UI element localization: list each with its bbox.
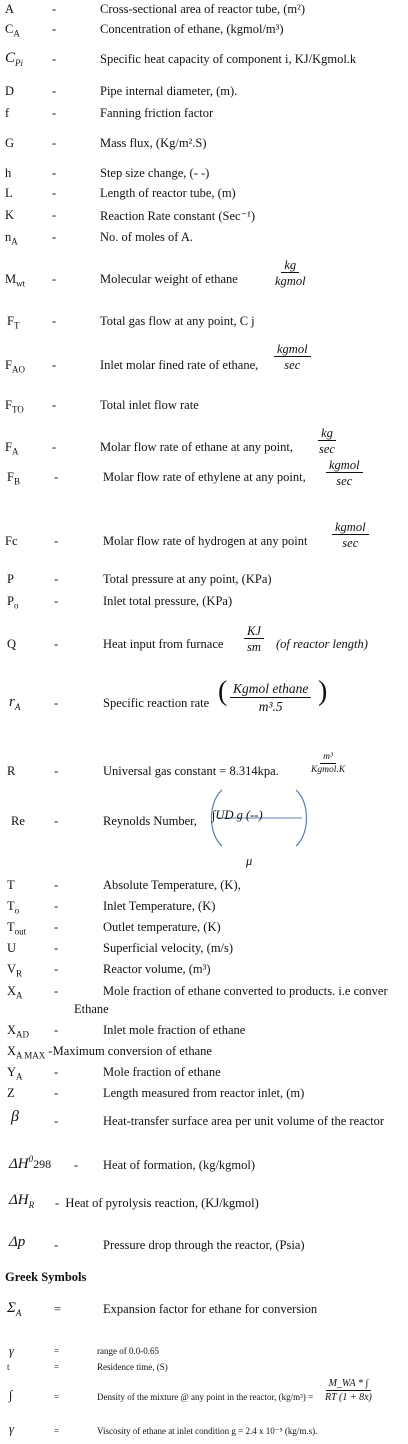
fraction-fc: $\frac{\text{kgmol}}{\sec}$ [328, 520, 369, 552]
desc-sigmaA: Expansion factor for ethane for conversion [103, 1302, 318, 1316]
desc-FTO: Total inlet flow rate [100, 398, 199, 412]
row-dash: - [54, 1114, 59, 1128]
symbol-R: R [7, 764, 16, 778]
symbol-Mwt: $M_{wt}$ [5, 272, 26, 289]
row-dash: - [54, 1065, 59, 1079]
greek-symbols-heading: Greek Symbols [5, 1270, 87, 1284]
desc-VR: Reactor volume, (m³) [103, 962, 211, 976]
symbol-D: D [5, 84, 15, 98]
desc-FAO: Inlet molar fined rate of ethane, [100, 358, 259, 372]
row-dash: - [52, 208, 57, 222]
row-dash: - [54, 1086, 59, 1100]
paren-right: ) [318, 676, 328, 707]
row-dash: - [54, 941, 59, 955]
row-dash: - [52, 186, 57, 200]
symbol-h: h [5, 166, 12, 180]
symbol-gamma: γ [9, 1344, 14, 1358]
symbol-K: K [5, 208, 15, 222]
fraction-q: $\frac{KJ}{sm}$ [240, 624, 264, 656]
symbol-FT: $F_T$ [7, 314, 20, 331]
desc-Mwt: Molecular weight of ethane [100, 272, 238, 286]
desc-D: Pipe internal diameter, (m). [100, 84, 238, 98]
desc-gamma-range: range of 0.0-0.65 [97, 1346, 159, 1356]
desc-XAD: Inlet mole fraction of ethane [103, 1023, 246, 1037]
fraction-ra: $\frac{\text{Kgmol ethane}}{\text{m³.5}}$ [226, 681, 311, 715]
paren-left: ( [218, 676, 228, 707]
desc-deltaH298: Heat of formation, (kg/kgmol) [103, 1158, 256, 1172]
symbol-Fc: Fc [5, 534, 18, 548]
desc-Re: Reynolds Number, [103, 814, 197, 828]
symbol-Q: Q [7, 637, 17, 651]
desc-beta: Heat-transfer surface area per unit volume of the reactor [103, 1114, 385, 1128]
symbol-beta: β [11, 1108, 19, 1125]
re-expression: ∫UD g (--) [212, 808, 263, 822]
row-dash: - [52, 440, 57, 454]
desc-R: Universal gas constant = 8.314kpa. [103, 764, 279, 778]
symbol-G: G [5, 136, 15, 150]
row-dash: - [54, 984, 59, 998]
row-dash: - [52, 84, 57, 98]
desc-Fc: Molar flow rate of hydrogen at any point [103, 534, 308, 548]
symbol-FTO: $F_{TO}$ [5, 398, 24, 415]
fraction-fa: $\frac{kg}{\sec}$ [319, 426, 335, 457]
fraction-fao: $\frac{\text{kgmol}}{\sec}$ [270, 342, 311, 374]
symbol-FB: $F_B$ [7, 470, 20, 487]
row-dash: - [54, 572, 59, 586]
symbol-f: f [5, 106, 10, 120]
row-dash: - [54, 878, 59, 892]
symbol-CPi: $C_{Pi}$ [5, 50, 24, 68]
desc-FT: Total gas flow at any point, C j [100, 314, 255, 328]
symbol-L: L [5, 186, 13, 200]
row-dash: = [54, 1362, 60, 1372]
symbol-P: P [7, 572, 14, 586]
symbol-To: $T_o$ [7, 899, 20, 916]
desc-rA: Specific reaction rate [103, 696, 210, 710]
row-dash: - [52, 230, 57, 244]
row-dash: - [54, 962, 59, 976]
desc-density: Density of the mixture @ any point in the reactor, (kg/m³) = [97, 1392, 314, 1402]
desc-G: Mass flux, (Kg/m².S) [100, 136, 207, 150]
fraction-r: $\frac{\text{m³}}{\text{Kgmol.K}}$ [311, 752, 346, 775]
desc-FB: Molar flow rate of ethylene at any point, [103, 470, 306, 484]
density-formula: $\frac{M\_WA * \int}{RT (1 + 8x)}$ [325, 1378, 372, 1403]
desc-Z: Length measured from reactor inlet, (m) [103, 1086, 305, 1100]
row-dash: - [52, 2, 57, 16]
desc-P: Total pressure at any point, (KPa) [103, 572, 272, 586]
symbol-XA: $X_A$ [7, 984, 23, 1001]
desc-deltap: Pressure drop through the reactor, (Psia) [103, 1238, 305, 1252]
row-dash: - [54, 470, 59, 484]
symbol-Re: Re [11, 814, 25, 828]
row-dash: - [54, 1238, 59, 1252]
desc-Q: Heat input from furnace [103, 637, 224, 651]
symbol-sigmaA: $\Sigma_A$ [7, 1300, 22, 1318]
desc-h: Step size change, (- -) [100, 166, 210, 180]
row-dash: - [52, 136, 57, 150]
desc-nA: No. of moles of A. [100, 230, 194, 244]
desc-U: Superficial velocity, (m/s) [103, 941, 234, 955]
symbol-FAO: $F_{AO}$ [5, 358, 25, 375]
row-dash: = [54, 1302, 62, 1316]
row-dash: - [54, 814, 59, 828]
symbol-Tout: $T_{out}$ [7, 920, 27, 937]
row-dash: - [54, 637, 59, 651]
desc-XA-continuation: Ethane [74, 1002, 109, 1016]
desc-deltaHR: - Heat of pyrolysis reaction, (KJ/kgmol) [55, 1196, 259, 1210]
row-dash: = [54, 1426, 60, 1436]
row-dash: - [52, 314, 57, 328]
row-dash: - [52, 398, 57, 412]
symbol-Po: $P_o$ [7, 594, 19, 611]
desc-CA: Concentration of ethane, (kgmol/m³) [100, 22, 284, 36]
desc-To: Inlet Temperature, (K) [103, 899, 216, 913]
row-dash: - [54, 899, 59, 913]
symbol-gamma-viscosity: γ [9, 1422, 14, 1436]
symbol-U: U [7, 941, 17, 955]
desc-t: Residence time, (S) [97, 1362, 168, 1372]
desc-viscosity: Viscosity of ethane at inlet condition g = 2.4 x 10⁻⁵ (kg/m.s). [97, 1426, 318, 1436]
row-dash: = [54, 1346, 60, 1356]
row-dash: - [54, 764, 59, 778]
fraction-mwt: $\frac{kg}{\text{kgmol}}$ [275, 258, 306, 289]
row-dash: - [54, 594, 59, 608]
row-dash: - [52, 22, 57, 36]
re-mu: μ [246, 854, 253, 868]
symbol-XAMAX: $X_{A MAX}$ -Maximum conversion of ethane [7, 1044, 212, 1061]
desc-K: Reaction Rate constant (Sec⁻¹) [100, 209, 256, 223]
symbol-XAD: $X_{AD}$ [7, 1023, 30, 1040]
row-dash: - [54, 920, 59, 934]
desc-YA: Mole fraction of ethane [103, 1065, 221, 1079]
row-dash: - [74, 1158, 79, 1172]
symbol-VR: $V_R$ [7, 962, 23, 979]
row-dash: - [54, 696, 59, 710]
symbol-density: ∫ [9, 1388, 13, 1402]
symbol-nA: $n_A$ [5, 230, 18, 247]
desc-CPi: Specific heat capacity of component i, KJ/Kgmol.k [100, 52, 357, 66]
row-dash: - [54, 1023, 59, 1037]
row-dash: - [52, 166, 57, 180]
row-dash: - [54, 534, 59, 548]
row-dash: - [52, 272, 57, 286]
desc-XA: Mole fraction of ethane converted to products. i.e conver [103, 984, 388, 998]
desc-Tout: Outlet temperature, (K) [103, 920, 221, 934]
row-dash: - [52, 52, 57, 66]
symbol-deltap: Δp [9, 1234, 26, 1250]
symbol-deltaHR: $\Delta H_R$ [9, 1192, 35, 1210]
symbol-Z: Z [7, 1086, 15, 1100]
desc-Po: Inlet total pressure, (KPa) [103, 594, 233, 608]
desc-L: Length of reactor tube, (m) [100, 186, 236, 200]
desc-FA: Molar flow rate of ethane at any point, [100, 440, 293, 454]
desc-T: Absolute Temperature, (K), [103, 878, 241, 892]
q-note: (of reactor length) [276, 637, 368, 651]
symbol-FA: $F_A$ [5, 440, 19, 457]
row-dash: = [54, 1392, 60, 1402]
symbol-YA: $Y_A$ [7, 1065, 23, 1082]
row-dash: - [52, 106, 57, 120]
fraction-fb: $\frac{\text{kgmol}}{\sec}$ [322, 458, 363, 490]
symbol-deltaH298: $\Delta H^0298$ [9, 1154, 52, 1172]
symbol-T: T [7, 878, 15, 892]
symbol-rA: $r_A$ [9, 694, 21, 712]
desc-A: Cross-sectional area of reactor tube, (m²) [100, 2, 306, 16]
symbol-CA: $C_A$ [5, 22, 20, 39]
symbol-A: A [5, 2, 15, 16]
row-dash: - [52, 358, 57, 372]
desc-f: Fanning friction factor [100, 106, 214, 120]
symbol-t: t [7, 1362, 10, 1372]
